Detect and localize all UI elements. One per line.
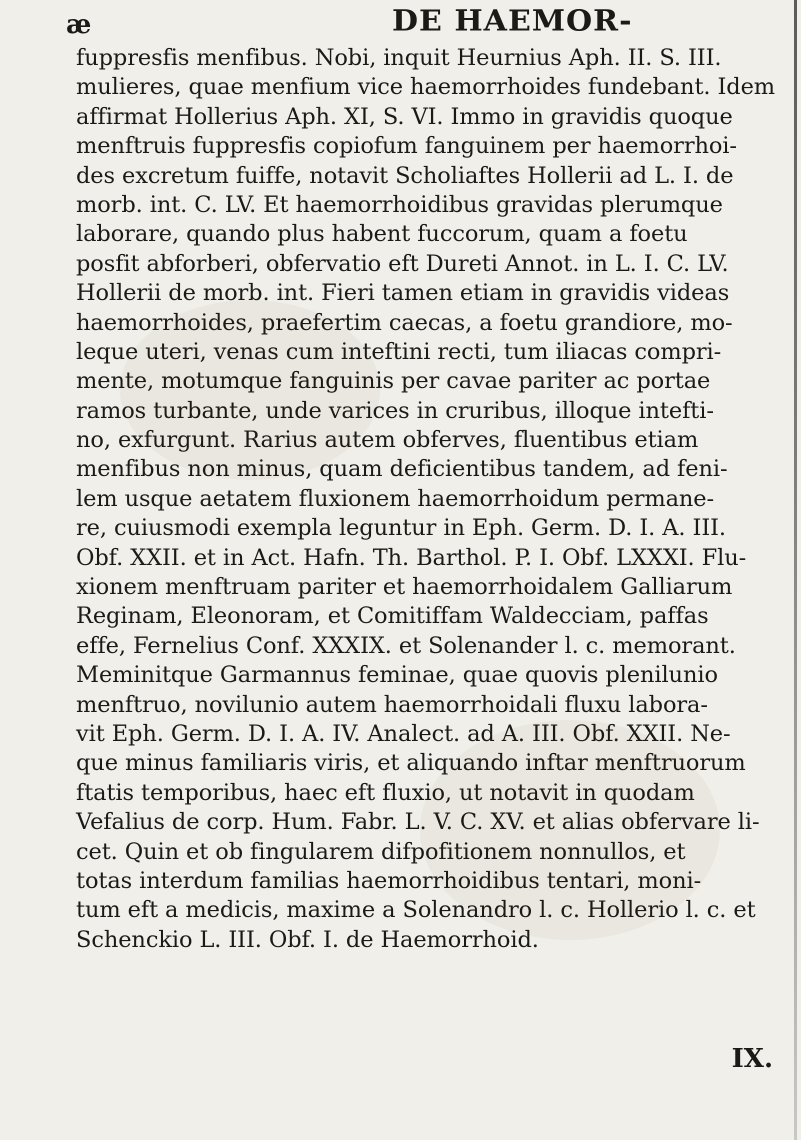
text-line: haemorrhoides, praefertim caecas, a foetu grandiore, mo- [76,309,733,336]
text-line: lem usque aetatem fluxionem haemorrhoidum permane- [76,485,715,512]
catchword: IX. [731,1044,773,1074]
text-line: menftruo, novilunio autem haemorrhoidali fluxu labora- [76,691,708,718]
text-line: mente, motumque fanguinis per cavae pariter ac portae [76,368,711,395]
text-line: Meminitque Garmannus feminae, quae quovis plenilunio [76,662,718,689]
text-line: Schenckio L. III. Obf. I. de Haemorrhoid. [76,926,539,953]
body-text [76,44,788,955]
text-line: totas interdum familias haemorrhoidibus tentari, moni- [76,867,702,894]
text-line: re, cuiusmodi exempla leguntur in Eph. Germ. D. I. A. III. [76,515,726,542]
page-ornament: æ [66,10,92,40]
text-line: fuppresfis menfibus. Nobi, inquit Heurnius Aph. II. S. III. [76,45,722,71]
text-line: posfit abforberi, obfervatio eft Dureti Annot. in L. I. C. LV. [76,250,729,277]
text-line: ftatis temporibus, haec eft fluxio, ut notavit in quodam [76,779,695,806]
text-line: leque uteri, venas cum inteftini recti, tum iliacas compri- [76,338,722,365]
text-line: no, exfurgunt. Rarius autem obferves, fluentibus etiam [76,427,699,454]
text-line: cet. Quin et ob fingularem difpofitionem nonnullos, et [76,838,686,865]
text-line: que minus familiaris viris, et aliquando inftar menftruorum [76,750,746,777]
text-line: Reginam, Eleonoram, et Comitiffam Waldecciam, paffas [76,603,709,630]
text-line: ramos turbante, unde varices in cruribus, illoque intefti- [76,397,714,424]
text-line: effe, Fernelius Conf. XXXIX. et Solenander l. c. memorant. [76,632,736,659]
text-line: mulieres, quae menfium vice haemorrhoides fundebant. Idem [76,74,776,101]
text-line: menftruis fuppresfis copiofum fanguinem per haemorrhoi- [76,133,737,160]
text-line: Obf. XXII. et in Act. Hafn. Th. Barthol. P. I. Obf. LXXXI. Flu- [76,544,747,571]
text-line: morb. int. C. LV. Et haemorrhoidibus gravidas plerumque [76,191,723,218]
text-line: Vefalius de corp. Hum. Fabr. L. V. C. XV. et alias obfervare li- [76,809,760,836]
text-line: affirmat Hollerius Aph. XI, S. VI. Immo in gravidis quoque [76,103,733,130]
text-line: menfibus non minus, quam deficientibus tandem, ad feni- [76,456,728,483]
text-line: xionem menftruam pariter et haemorrhoidalem Galliarum [76,574,733,601]
running-head: DE HAEMOR- [392,4,633,39]
page-edge-shadow [794,0,797,1140]
text-line: vit Eph. Germ. D. I. A. IV. Analect. ad A. III. Obf. XXII. Ne- [76,720,731,747]
text-line: laborare, quando plus habent fuccorum, quam a foetu [76,221,688,248]
text-line: Hollerii de morb. int. Fieri tamen etiam in gravidis videas [76,280,730,307]
text-line: tum eft a medicis, maxime a Solenandro l. c. Hollerio l. c. et [76,897,756,924]
text-line: des excretum fuiffe, notavit Scholiaftes Hollerii ad L. I. de [76,162,734,189]
